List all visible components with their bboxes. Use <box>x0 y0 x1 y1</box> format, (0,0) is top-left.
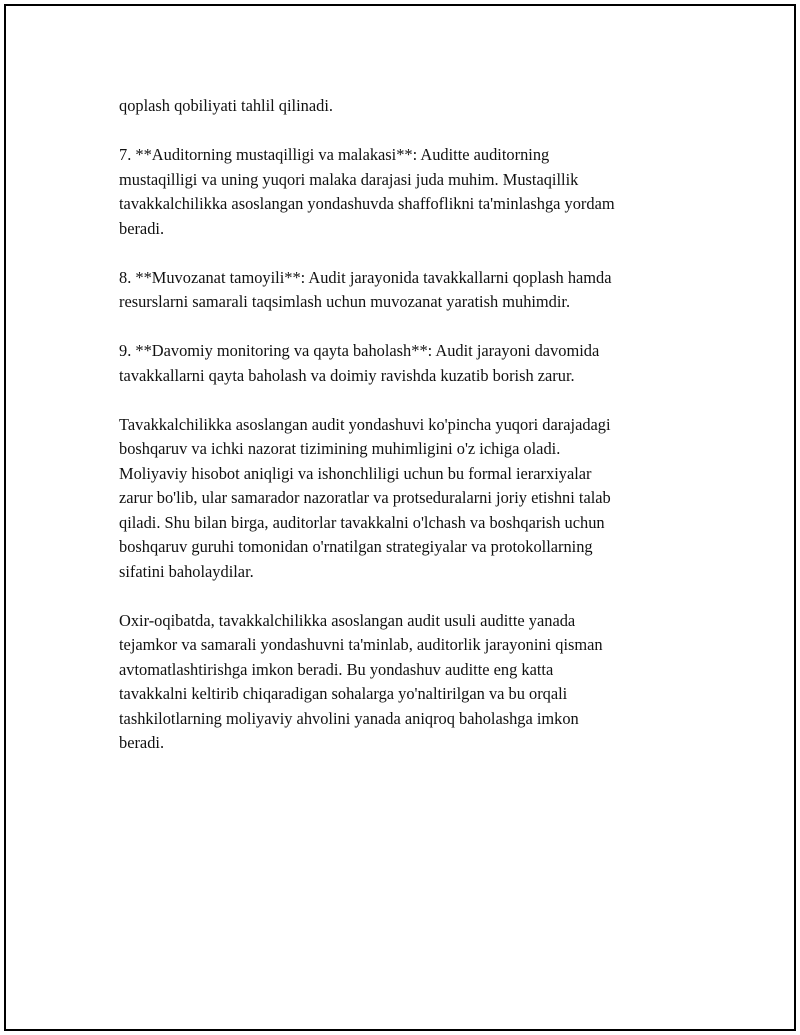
text-line: qoplash qobiliyati tahlil qilinadi. <box>119 96 333 115</box>
text-line: tavakkallarni qayta baholash va doimiy ravishda kuzatib borish zarur. <box>119 365 575 385</box>
text-line: avtomatlashtirishga imkon beradi. Bu yondashuv auditte eng katta <box>119 659 554 679</box>
paragraph-governance <box>119 413 679 585</box>
document-body <box>119 94 679 780</box>
text-line: boshqaruv guruhi tomonidan o'rnatilgan strategiyalar va protokollarning <box>119 537 593 556</box>
text-line: mustaqilligi va uning yuqori malaka darajasi juda muhim. Mustaqillik <box>119 169 579 189</box>
text-line: 9. **Davomiy monitoring va qayta baholash**: Audit jarayoni davomida <box>119 341 600 360</box>
text-line: beradi. <box>119 218 165 238</box>
text-line: tashkilotlarning moliyaviy ahvolini yanada aniqroq baholashga imkon <box>119 708 579 728</box>
text-line: tavakkalchilikka asoslangan yondashuvda shaffoflikni ta'minlashga yordam <box>119 194 615 213</box>
text-line: 8. **Muvozanat tamoyili**: Audit jarayonida tavakkallarni qoplash hamda <box>119 267 612 287</box>
paragraph-item-8 <box>119 266 679 315</box>
text-line: qiladi. Shu bilan birga, auditorlar tavakkalni o'lchash va boshqarish uchun <box>119 512 605 532</box>
paragraph-continuation <box>119 94 679 119</box>
text-line: sifatini baholaydilar. <box>119 561 254 581</box>
text-line: boshqaruv va ichki nazorat tizimining muhimligini o'z ichiga oladi. <box>119 439 561 458</box>
text-line: beradi. <box>119 733 165 752</box>
text-line: resurslarni samarali taqsimlash uchun muvozanat yaratish muhimdir. <box>119 292 571 311</box>
document-page <box>4 4 796 1031</box>
paragraph-item-9 <box>119 339 679 388</box>
text-line: tejamkor va samarali yondashuvni ta'minlab, auditorlik jarayonini qisman <box>119 635 603 654</box>
paragraph-item-7 <box>119 143 679 241</box>
text-line: Moliyaviy hisobot aniqligi va ishonchliligi uchun bu formal ierarxiyalar <box>119 463 592 483</box>
paragraph-conclusion <box>119 609 679 756</box>
text-line: zarur bo'lib, ular samarador nazoratlar va protseduralarni joriy etishni talab <box>119 488 611 507</box>
text-line: Tavakkalchilikka asoslangan audit yondashuvi ko'pincha yuqori darajadagi <box>119 414 611 434</box>
text-line: 7. **Auditorning mustaqilligi va malakasi**: Auditte auditorning <box>119 145 550 164</box>
text-line: tavakkalni keltirib chiqaradigan sohalarga yo'naltirilgan va bu orqali <box>119 684 568 703</box>
text-line: Oxir-oqibatda, tavakkalchilikka asoslangan audit usuli auditte yanada <box>119 610 576 630</box>
